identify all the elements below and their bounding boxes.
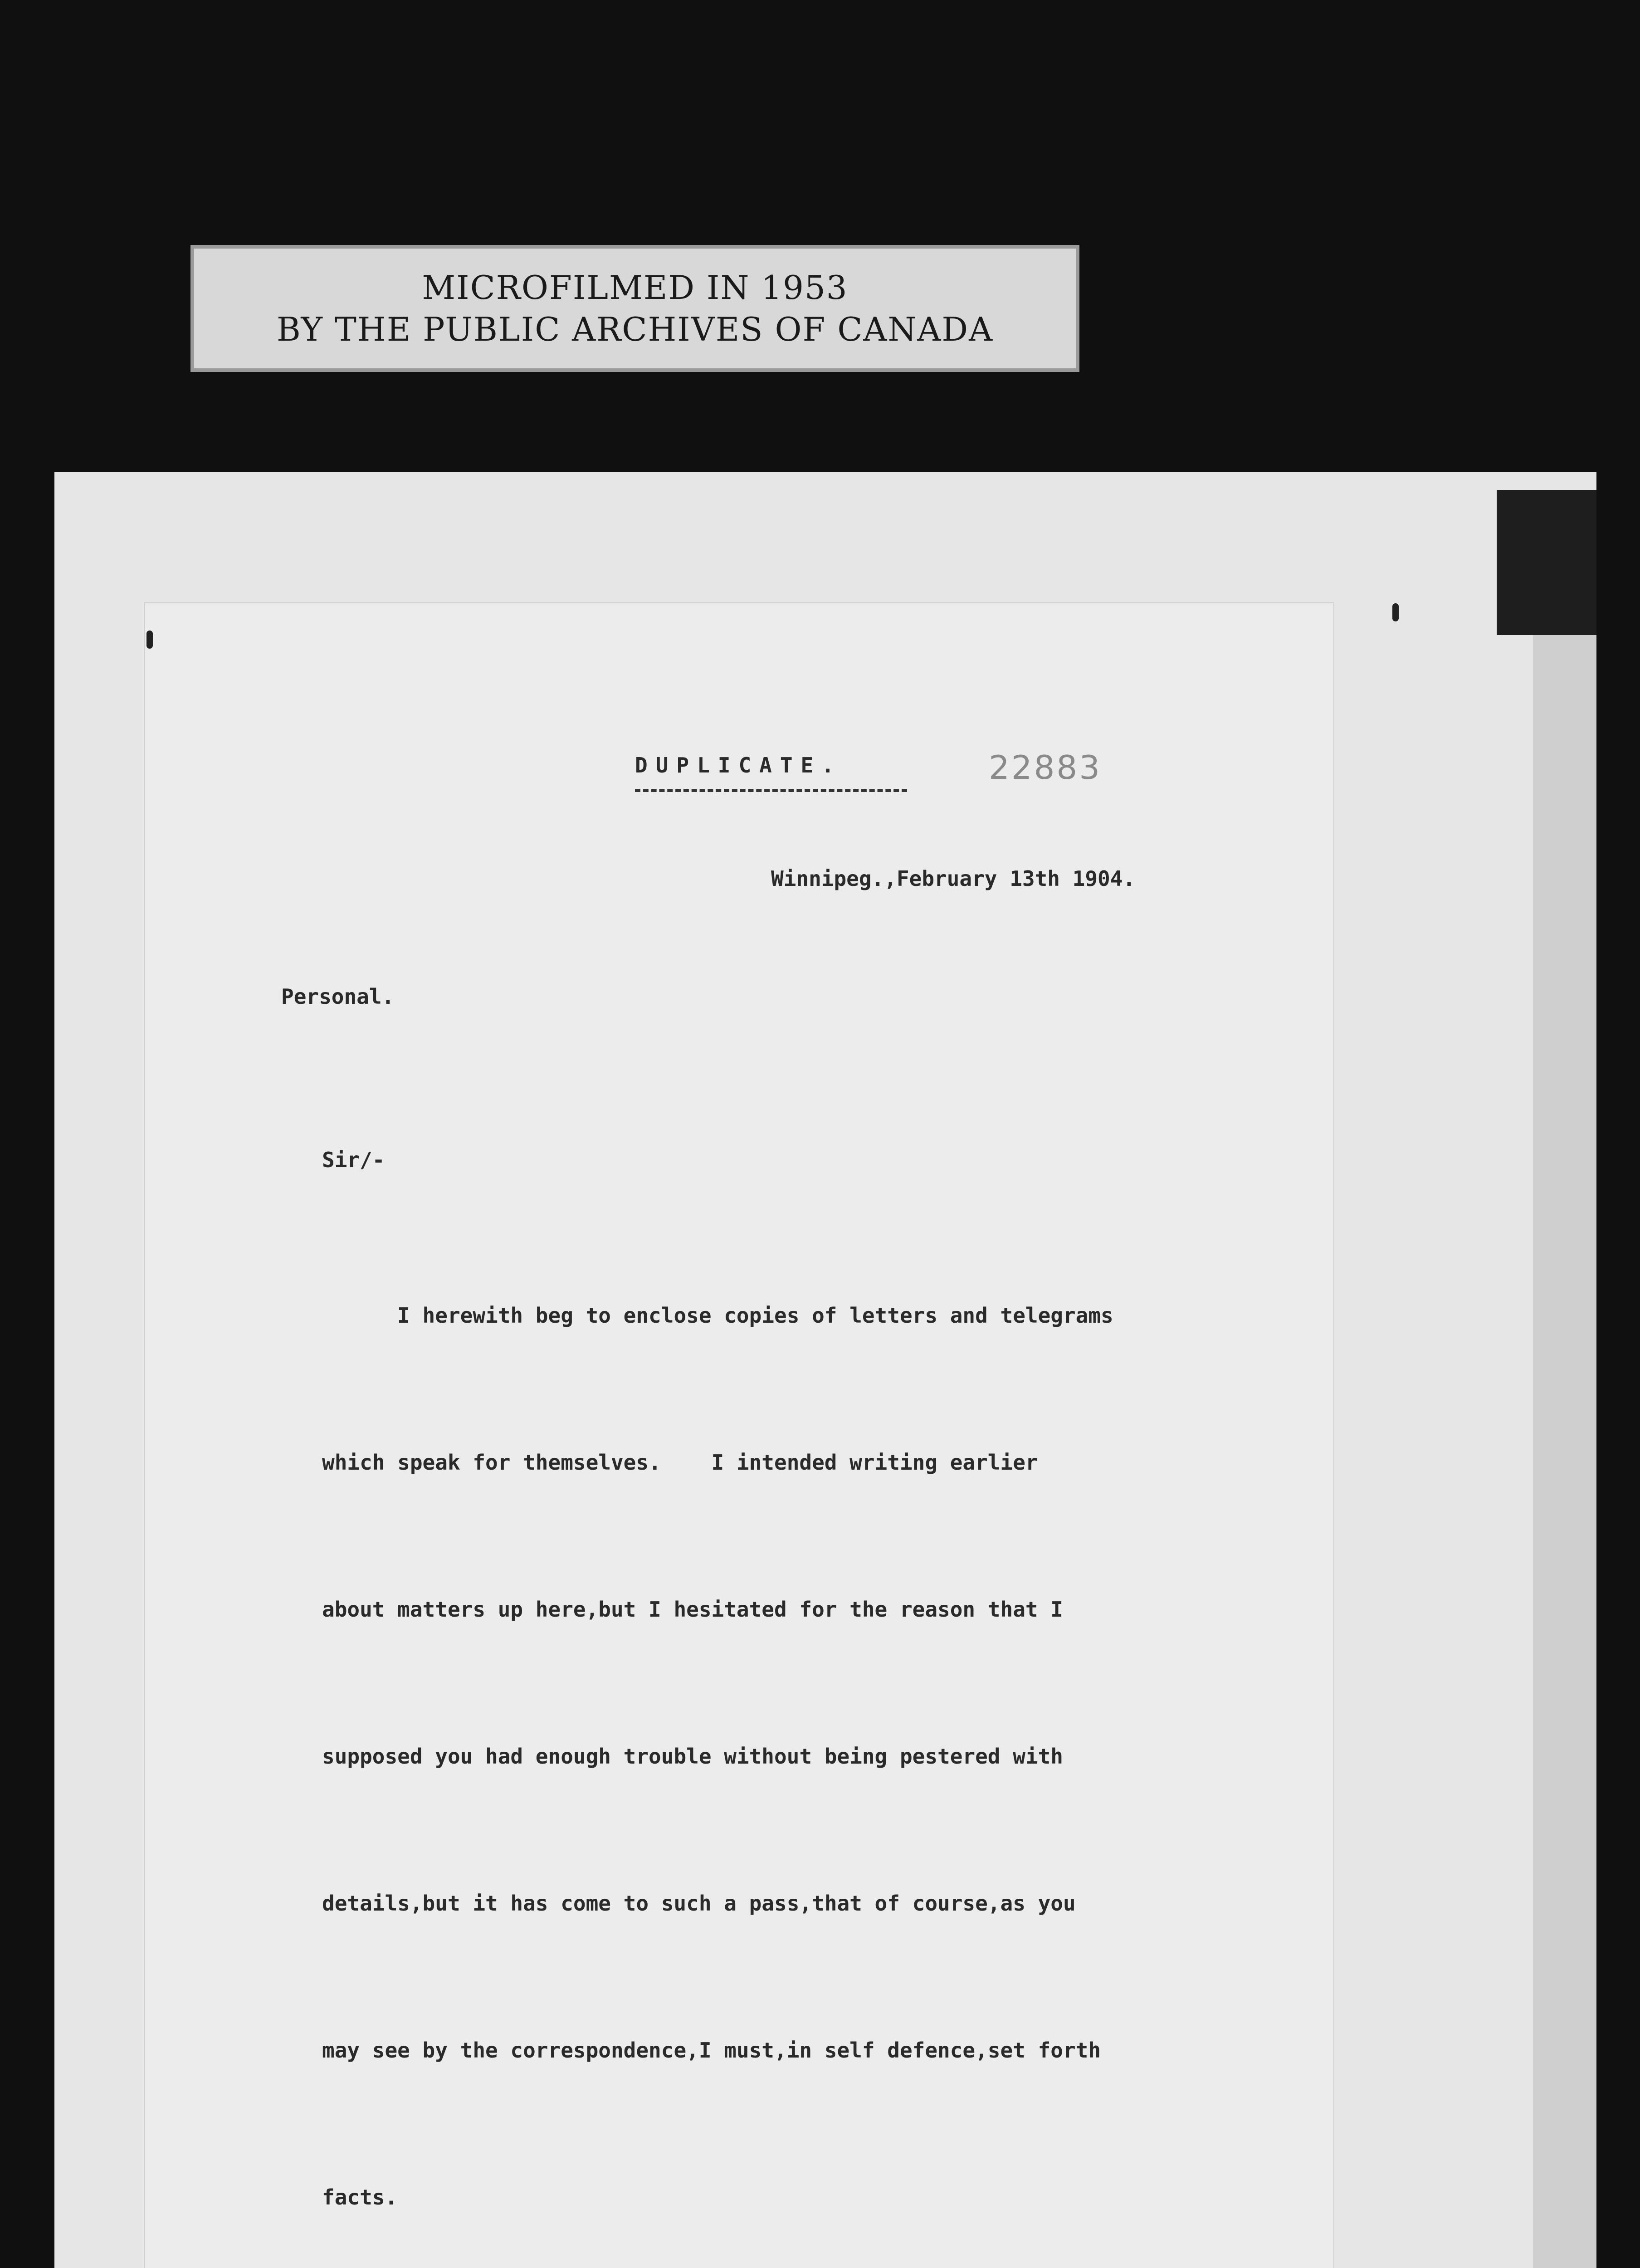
microfilm-label	[190, 245, 1079, 372]
board-tab	[1497, 490, 1596, 635]
letter-dateline: Winnipeg.,February 13th 1904.	[771, 866, 1136, 891]
microfilm-label-line2: BY THE PUBLIC ARCHIVES OF CANADA	[276, 310, 994, 348]
microfilm-label-line1: MICROFILMED IN 1953	[422, 269, 848, 307]
letter-line: which speak for themselves. I intended writing earlier	[322, 1450, 1038, 1475]
letter-line: about matters up here,but I hesitated for the reason that I	[322, 1597, 1063, 1622]
letter-heading: DUPLICATE.	[635, 753, 842, 777]
letter-body	[322, 1193, 1311, 2268]
letter-line: I herewith beg to enclose copies of letters and telegrams	[322, 1303, 1113, 1328]
letter-line: facts.	[322, 2185, 398, 2209]
letter-salutation: Sir/-	[322, 1148, 385, 1172]
archive-stamp-number: 22883	[989, 748, 1102, 787]
punch-mark	[1392, 603, 1399, 621]
letter-personal-note: Personal.	[281, 984, 395, 1009]
letter-line: may see by the correspondence,I must,in self defence,set forth	[322, 2038, 1101, 2063]
letter-page	[145, 603, 1333, 2268]
letter-line: supposed you had enough trouble without being pestered with	[322, 1744, 1063, 1769]
board-edge	[1533, 635, 1596, 2268]
letter-line: details,but it has come to such a pass,that of course,as you	[322, 1891, 1076, 1916]
heading-underline	[635, 789, 907, 792]
punch-mark	[146, 631, 153, 649]
